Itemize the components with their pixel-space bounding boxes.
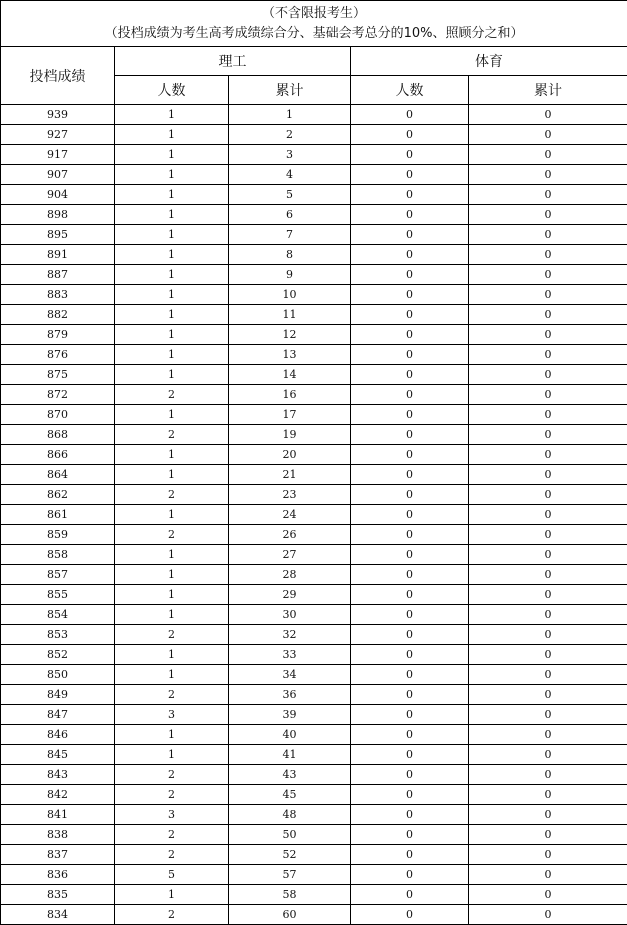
cell-score: 850: [1, 665, 115, 685]
table-row: [1, 565, 627, 585]
cell-sports-count: 0: [351, 905, 469, 925]
table-row: [1, 305, 627, 325]
table-row: [1, 125, 627, 145]
cell-science-count: 3: [115, 805, 229, 825]
cell-science-count: 1: [115, 165, 229, 185]
cell-science-cumulative: 11: [229, 305, 351, 325]
cell-science-count: 1: [115, 225, 229, 245]
table-row: [1, 885, 627, 905]
table-row: [1, 665, 627, 685]
header-science-cumulative: 累计: [229, 76, 351, 105]
cell-sports-count: 0: [351, 185, 469, 205]
cell-score: 868: [1, 425, 115, 445]
table-row: [1, 105, 627, 125]
cell-score: 859: [1, 525, 115, 545]
cell-sports-cumulative: 0: [469, 545, 627, 565]
cell-sports-count: 0: [351, 265, 469, 285]
cell-score: 843: [1, 765, 115, 785]
cell-sports-count: 0: [351, 885, 469, 905]
cell-sports-count: 0: [351, 765, 469, 785]
cell-score: 835: [1, 885, 115, 905]
cell-sports-cumulative: 0: [469, 585, 627, 605]
cell-science-count: 2: [115, 785, 229, 805]
cell-sports-count: 0: [351, 505, 469, 525]
caption-line1: （不含限报考生）: [1, 4, 627, 24]
cell-sports-count: 0: [351, 565, 469, 585]
table-row: [1, 685, 627, 705]
cell-science-count: 2: [115, 625, 229, 645]
cell-sports-count: 0: [351, 165, 469, 185]
cell-sports-count: 0: [351, 245, 469, 265]
cell-science-cumulative: 48: [229, 805, 351, 825]
cell-sports-cumulative: 0: [469, 245, 627, 265]
cell-science-count: 1: [115, 145, 229, 165]
table-row: [1, 765, 627, 785]
cell-sports-cumulative: 0: [469, 765, 627, 785]
cell-science-count: 1: [115, 585, 229, 605]
cell-science-cumulative: 10: [229, 285, 351, 305]
cell-sports-count: 0: [351, 545, 469, 565]
cell-science-cumulative: 40: [229, 725, 351, 745]
cell-score: 861: [1, 505, 115, 525]
table-row: [1, 205, 627, 225]
table-row: [1, 465, 627, 485]
cell-science-cumulative: 23: [229, 485, 351, 505]
cell-sports-count: 0: [351, 365, 469, 385]
cell-score: 836: [1, 865, 115, 885]
cell-sports-cumulative: 0: [469, 225, 627, 245]
cell-score: 862: [1, 485, 115, 505]
cell-science-cumulative: 30: [229, 605, 351, 625]
cell-science-cumulative: 36: [229, 685, 351, 705]
cell-science-count: 1: [115, 185, 229, 205]
table-row: [1, 805, 627, 825]
cell-science-cumulative: 6: [229, 205, 351, 225]
table-row: [1, 725, 627, 745]
cell-sports-cumulative: 0: [469, 365, 627, 385]
cell-science-count: 1: [115, 645, 229, 665]
table-row: [1, 145, 627, 165]
cell-science-cumulative: 9: [229, 265, 351, 285]
cell-sports-count: 0: [351, 485, 469, 505]
cell-sports-cumulative: 0: [469, 325, 627, 345]
cell-science-cumulative: 17: [229, 405, 351, 425]
cell-score: 870: [1, 405, 115, 425]
cell-sports-cumulative: 0: [469, 605, 627, 625]
cell-science-count: 2: [115, 765, 229, 785]
cell-sports-count: 0: [351, 805, 469, 825]
cell-sports-cumulative: 0: [469, 645, 627, 665]
cell-score: 939: [1, 105, 115, 125]
cell-science-cumulative: 28: [229, 565, 351, 585]
cell-science-count: 2: [115, 385, 229, 405]
cell-science-count: 2: [115, 525, 229, 545]
cell-sports-count: 0: [351, 305, 469, 325]
cell-science-cumulative: 19: [229, 425, 351, 445]
cell-science-cumulative: 14: [229, 365, 351, 385]
cell-science-count: 2: [115, 685, 229, 705]
table-row: [1, 845, 627, 865]
cell-science-cumulative: 5: [229, 185, 351, 205]
cell-score: 891: [1, 245, 115, 265]
cell-score: 864: [1, 465, 115, 485]
cell-sports-count: 0: [351, 465, 469, 485]
cell-score: 845: [1, 745, 115, 765]
cell-sports-cumulative: 0: [469, 465, 627, 485]
cell-score: 842: [1, 785, 115, 805]
table-row: [1, 585, 627, 605]
cell-sports-count: 0: [351, 385, 469, 405]
cell-sports-cumulative: 0: [469, 745, 627, 765]
cell-score: 854: [1, 605, 115, 625]
cell-science-cumulative: 7: [229, 225, 351, 245]
table-caption: [1, 1, 627, 47]
cell-score: 917: [1, 145, 115, 165]
table-row: [1, 345, 627, 365]
cell-score: 866: [1, 445, 115, 465]
cell-science-cumulative: 45: [229, 785, 351, 805]
table-row: [1, 285, 627, 305]
cell-science-cumulative: 26: [229, 525, 351, 545]
cell-sports-cumulative: 0: [469, 825, 627, 845]
cell-science-count: 1: [115, 745, 229, 765]
cell-score: 853: [1, 625, 115, 645]
cell-sports-cumulative: 0: [469, 785, 627, 805]
cell-science-count: 1: [115, 245, 229, 265]
cell-sports-count: 0: [351, 825, 469, 845]
cell-sports-count: 0: [351, 785, 469, 805]
cell-score: 882: [1, 305, 115, 325]
cell-sports-cumulative: 0: [469, 145, 627, 165]
cell-sports-cumulative: 0: [469, 485, 627, 505]
cell-science-count: 1: [115, 365, 229, 385]
cell-sports-count: 0: [351, 585, 469, 605]
cell-sports-cumulative: 0: [469, 565, 627, 585]
table-row: [1, 265, 627, 285]
cell-sports-cumulative: 0: [469, 905, 627, 925]
cell-science-cumulative: 8: [229, 245, 351, 265]
table-row: [1, 525, 627, 545]
cell-sports-count: 0: [351, 705, 469, 725]
cell-science-cumulative: 43: [229, 765, 351, 785]
cell-science-cumulative: 24: [229, 505, 351, 525]
cell-score: 837: [1, 845, 115, 865]
cell-sports-count: 0: [351, 425, 469, 445]
cell-sports-count: 0: [351, 325, 469, 345]
cell-science-count: 1: [115, 665, 229, 685]
header-science-count: 人数: [115, 76, 229, 105]
table-row: [1, 625, 627, 645]
cell-sports-cumulative: 0: [469, 445, 627, 465]
table-row: [1, 225, 627, 245]
cell-science-count: 1: [115, 885, 229, 905]
cell-science-count: 1: [115, 505, 229, 525]
cell-science-cumulative: 16: [229, 385, 351, 405]
cell-score: 904: [1, 185, 115, 205]
cell-sports-cumulative: 0: [469, 285, 627, 305]
table-row: [1, 425, 627, 445]
cell-science-cumulative: 3: [229, 145, 351, 165]
cell-sports-cumulative: 0: [469, 505, 627, 525]
cell-science-count: 1: [115, 125, 229, 145]
cell-science-cumulative: 27: [229, 545, 351, 565]
cell-score: 847: [1, 705, 115, 725]
table-row: [1, 705, 627, 725]
cell-science-count: 1: [115, 545, 229, 565]
cell-science-cumulative: 58: [229, 885, 351, 905]
cell-sports-cumulative: 0: [469, 885, 627, 905]
cell-sports-count: 0: [351, 665, 469, 685]
table-row: [1, 405, 627, 425]
cell-science-cumulative: 21: [229, 465, 351, 485]
cell-score: 872: [1, 385, 115, 405]
table-row: [1, 185, 627, 205]
cell-sports-cumulative: 0: [469, 525, 627, 545]
cell-score: 857: [1, 565, 115, 585]
cell-score: 852: [1, 645, 115, 665]
cell-sports-cumulative: 0: [469, 165, 627, 185]
cell-science-count: 2: [115, 485, 229, 505]
cell-sports-count: 0: [351, 205, 469, 225]
cell-science-cumulative: 52: [229, 845, 351, 865]
table-row: [1, 605, 627, 625]
cell-science-count: 1: [115, 405, 229, 425]
cell-science-cumulative: 29: [229, 585, 351, 605]
cell-science-count: 1: [115, 445, 229, 465]
cell-science-count: 1: [115, 565, 229, 585]
cell-science-count: 2: [115, 825, 229, 845]
cell-sports-cumulative: 0: [469, 405, 627, 425]
table-row: [1, 245, 627, 265]
cell-sports-cumulative: 0: [469, 265, 627, 285]
cell-sports-cumulative: 0: [469, 665, 627, 685]
cell-score: 927: [1, 125, 115, 145]
cell-sports-count: 0: [351, 725, 469, 745]
cell-score: 895: [1, 225, 115, 245]
table-row: [1, 825, 627, 845]
cell-sports-count: 0: [351, 125, 469, 145]
table-row: [1, 485, 627, 505]
cell-sports-count: 0: [351, 745, 469, 765]
cell-sports-count: 0: [351, 605, 469, 625]
cell-science-cumulative: 41: [229, 745, 351, 765]
cell-sports-count: 0: [351, 345, 469, 365]
cell-science-cumulative: 39: [229, 705, 351, 725]
cell-score: 841: [1, 805, 115, 825]
cell-score: 846: [1, 725, 115, 745]
cell-sports-cumulative: 0: [469, 805, 627, 825]
header-group-science: 理工: [115, 47, 351, 76]
cell-sports-count: 0: [351, 645, 469, 665]
cell-science-cumulative: 50: [229, 825, 351, 845]
header-group-sports: 体育: [351, 47, 627, 76]
table-row: [1, 365, 627, 385]
cell-score: 883: [1, 285, 115, 305]
cell-science-cumulative: 2: [229, 125, 351, 145]
cell-science-count: 1: [115, 305, 229, 325]
cell-sports-count: 0: [351, 685, 469, 705]
table-body: [1, 105, 627, 925]
cell-science-cumulative: 12: [229, 325, 351, 345]
cell-science-count: 2: [115, 425, 229, 445]
cell-science-cumulative: 13: [229, 345, 351, 365]
cell-science-count: 5: [115, 865, 229, 885]
cell-score: 907: [1, 165, 115, 185]
cell-sports-count: 0: [351, 625, 469, 645]
cell-science-count: 1: [115, 265, 229, 285]
cell-science-cumulative: 32: [229, 625, 351, 645]
cell-score: 855: [1, 585, 115, 605]
header-score: 投档成绩: [1, 47, 115, 105]
cell-science-cumulative: 57: [229, 865, 351, 885]
cell-science-count: 1: [115, 345, 229, 365]
header-sports-cumulative: 累计: [469, 76, 627, 105]
table-row: [1, 785, 627, 805]
cell-sports-count: 0: [351, 285, 469, 305]
cell-sports-count: 0: [351, 845, 469, 865]
cell-sports-cumulative: 0: [469, 345, 627, 365]
cell-score: 834: [1, 905, 115, 925]
cell-sports-count: 0: [351, 105, 469, 125]
cell-science-cumulative: 20: [229, 445, 351, 465]
table-row: [1, 545, 627, 565]
cell-sports-cumulative: 0: [469, 705, 627, 725]
cell-score: 849: [1, 685, 115, 705]
cell-science-count: 1: [115, 205, 229, 225]
cell-sports-cumulative: 0: [469, 125, 627, 145]
cell-science-count: 1: [115, 605, 229, 625]
cell-score: 887: [1, 265, 115, 285]
cell-score: 838: [1, 825, 115, 845]
header-sports-count: 人数: [351, 76, 469, 105]
table-row: [1, 505, 627, 525]
cell-sports-cumulative: 0: [469, 865, 627, 885]
cell-sports-count: 0: [351, 145, 469, 165]
cell-sports-cumulative: 0: [469, 385, 627, 405]
cell-sports-cumulative: 0: [469, 305, 627, 325]
cell-science-count: 1: [115, 325, 229, 345]
cell-science-cumulative: 34: [229, 665, 351, 685]
cell-score: 875: [1, 365, 115, 385]
table-row: [1, 445, 627, 465]
cell-sports-count: 0: [351, 225, 469, 245]
cell-science-cumulative: 4: [229, 165, 351, 185]
cell-science-count: 2: [115, 905, 229, 925]
cell-science-count: 1: [115, 465, 229, 485]
cell-sports-cumulative: 0: [469, 625, 627, 645]
cell-science-count: 1: [115, 285, 229, 305]
cell-score: 876: [1, 345, 115, 365]
cell-sports-cumulative: 0: [469, 845, 627, 865]
cell-score: 898: [1, 205, 115, 225]
cell-sports-cumulative: 0: [469, 425, 627, 445]
cell-sports-cumulative: 0: [469, 725, 627, 745]
cell-score: 858: [1, 545, 115, 565]
table-row: [1, 385, 627, 405]
caption-line2: （投档成绩为考生高考成绩综合分、基础会考总分的10%、照顾分之和）: [1, 24, 627, 44]
cell-sports-cumulative: 0: [469, 105, 627, 125]
cell-sports-count: 0: [351, 525, 469, 545]
cell-sports-cumulative: 0: [469, 205, 627, 225]
cell-science-cumulative: 33: [229, 645, 351, 665]
cell-science-cumulative: 1: [229, 105, 351, 125]
table-row: [1, 905, 627, 925]
table-row: [1, 865, 627, 885]
cell-sports-count: 0: [351, 445, 469, 465]
cell-sports-count: 0: [351, 865, 469, 885]
table-row: [1, 165, 627, 185]
table-row: [1, 325, 627, 345]
cell-science-count: 1: [115, 725, 229, 745]
cell-sports-cumulative: 0: [469, 185, 627, 205]
cell-sports-count: 0: [351, 405, 469, 425]
table-row: [1, 745, 627, 765]
cell-science-count: 1: [115, 105, 229, 125]
cell-science-cumulative: 60: [229, 905, 351, 925]
cell-science-count: 2: [115, 845, 229, 865]
cell-science-count: 3: [115, 705, 229, 725]
table-row: [1, 645, 627, 665]
cell-score: 879: [1, 325, 115, 345]
cell-sports-cumulative: 0: [469, 685, 627, 705]
